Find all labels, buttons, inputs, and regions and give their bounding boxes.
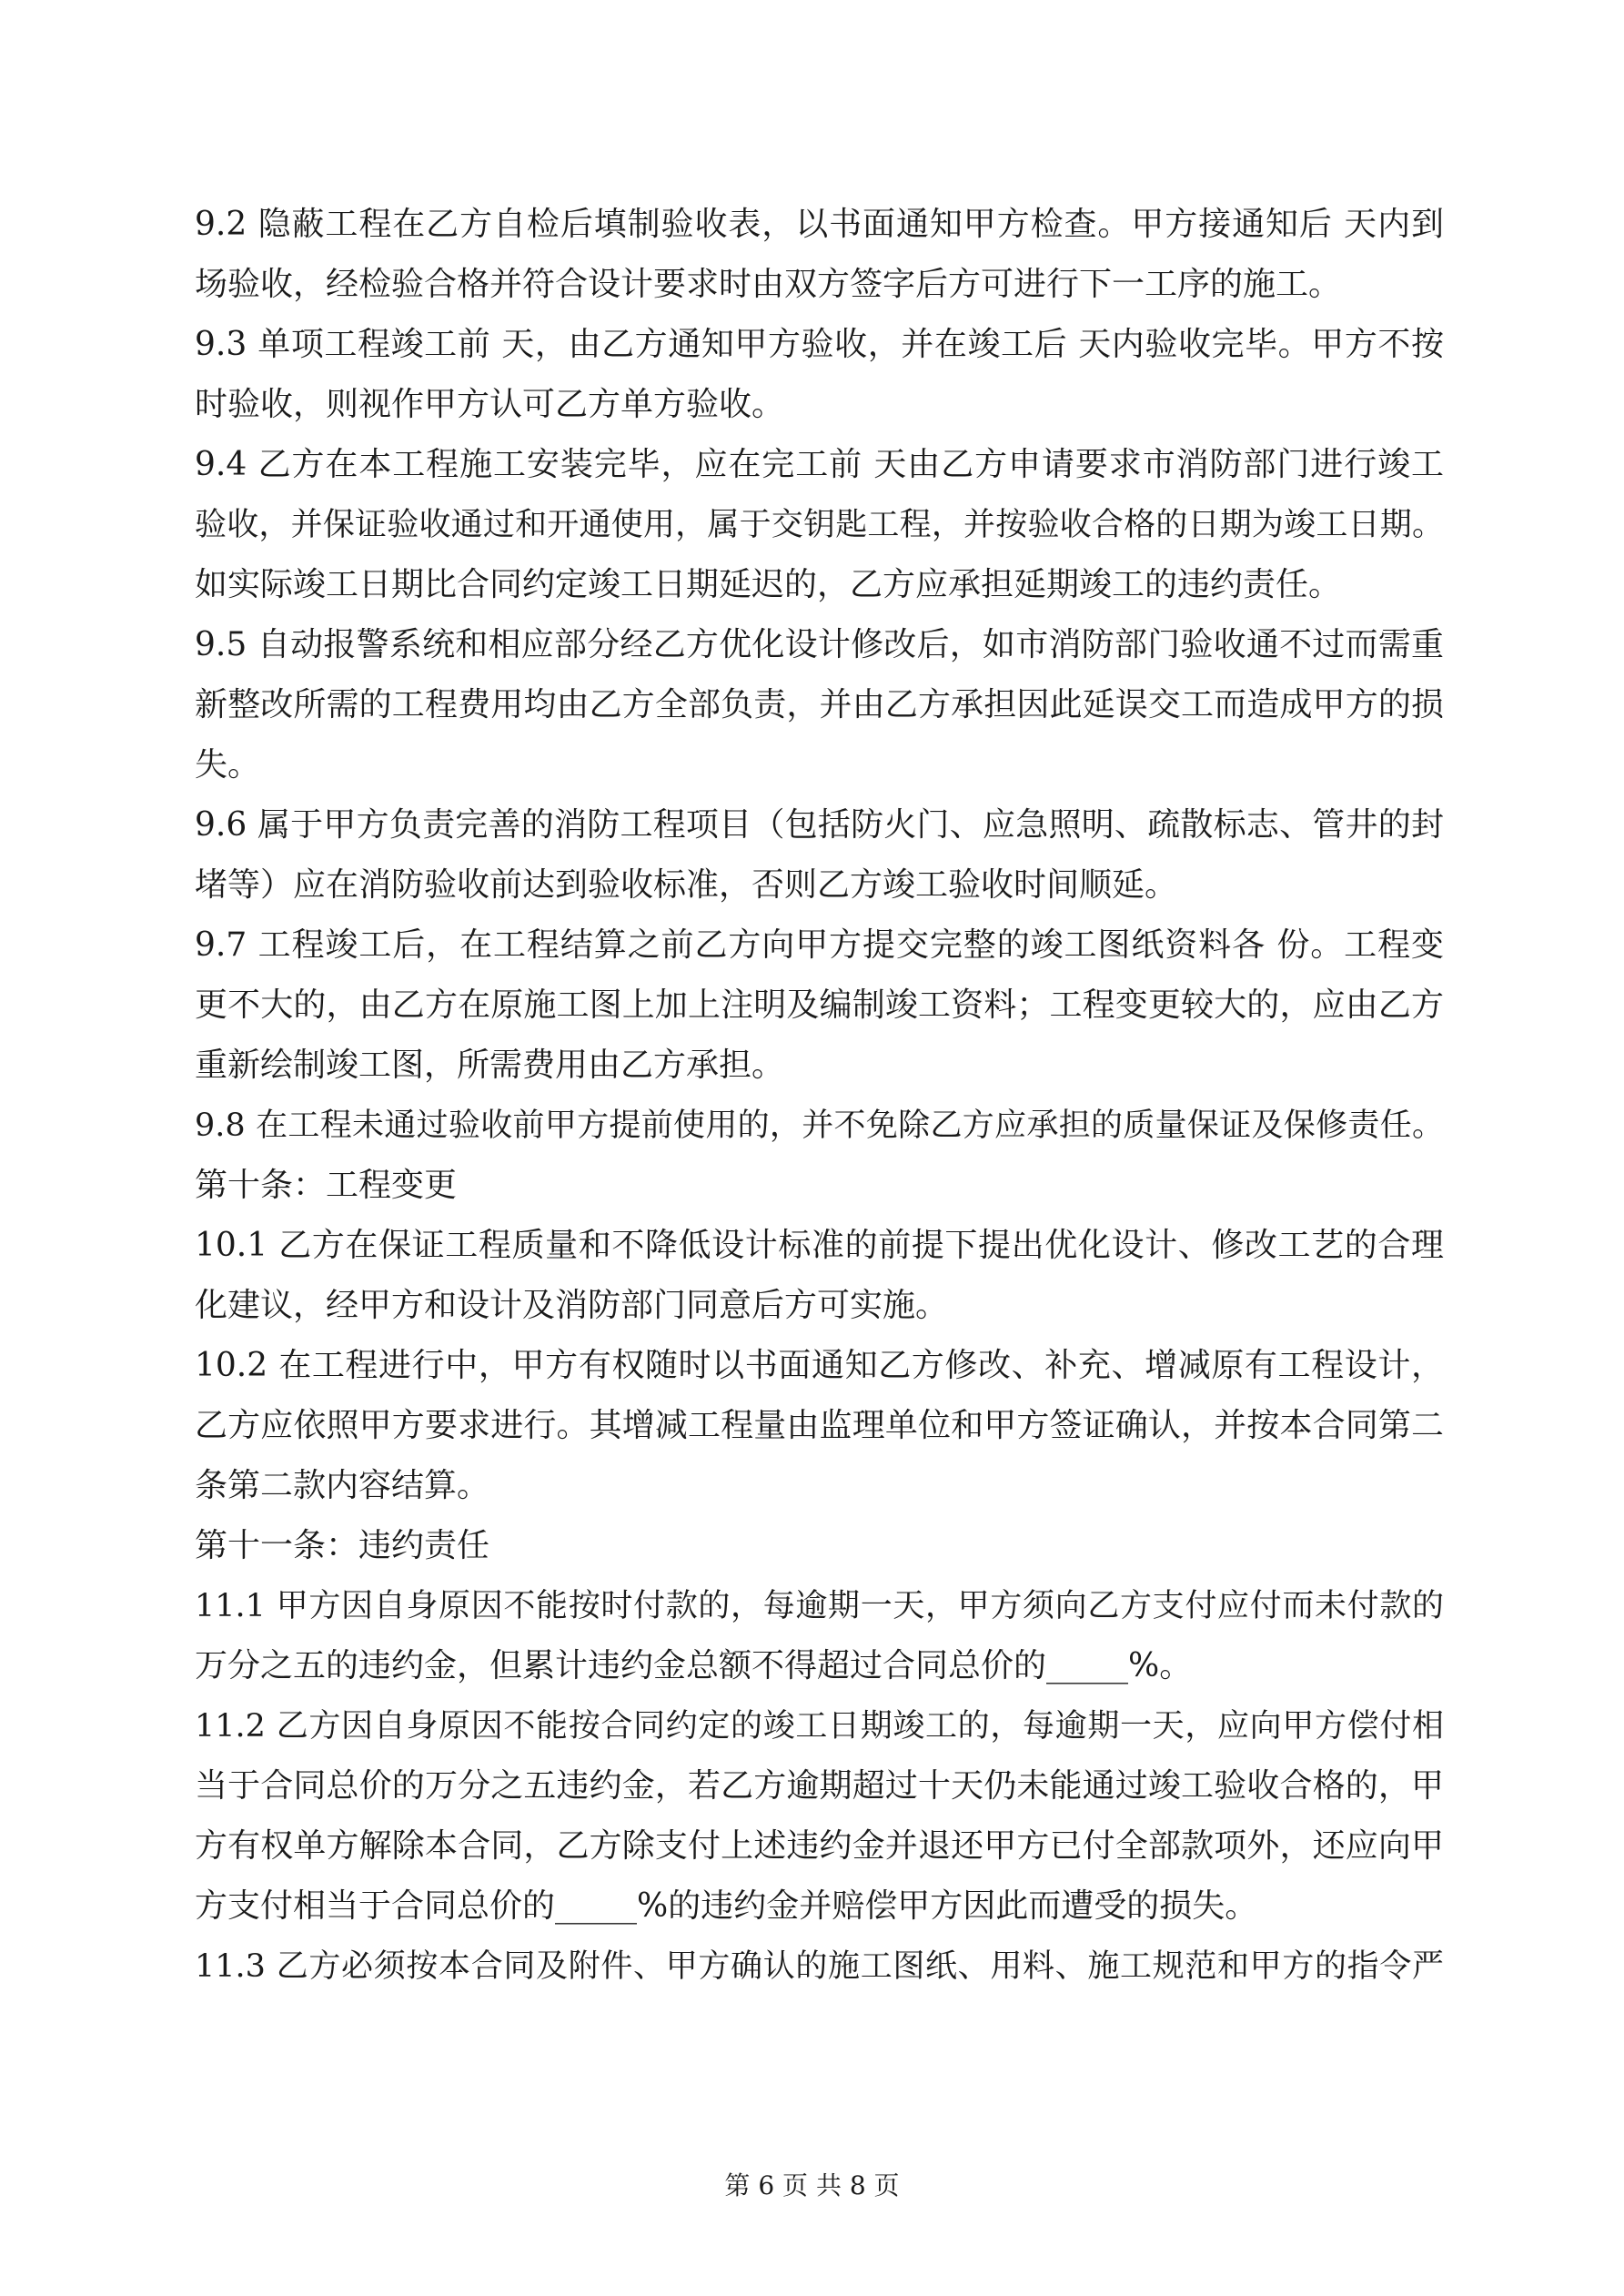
text-line: 10.1 乙方在保证工程质量和不降低设计标准的前提下提出优化设计、修改工艺的合理 bbox=[195, 1227, 1444, 1264]
text-line: 9.8 在工程未通过验收前甲方提前使用的，并不免除乙方应承担的质量保证及保修责任。 bbox=[195, 1108, 1444, 1144]
text-line: 方支付相当于合同总价的_____%的违约金并赔偿甲方因此而遭受的损失。 bbox=[195, 1887, 1258, 1925]
text-line: 验收，并保证验收通过和开通使用，属于交钥匙工程，并按验收合格的日期为竣工日期。 bbox=[195, 507, 1444, 543]
text-line: 9.2 隐蔽工程在乙方自检后填制验收表，以书面通知甲方检查。甲方接通知后 天内到 bbox=[195, 206, 1444, 243]
section-heading: 第十一条：违约责任 bbox=[195, 1527, 490, 1564]
text-line: 11.2 乙方因自身原因不能按合同约定的竣工日期竣工的，每逾期一天，应向甲方偿付相 bbox=[195, 1708, 1444, 1745]
text-line: 场验收，经检验合格并符合设计要求时由双方签字后方可进行下一工序的施工。 bbox=[195, 266, 1342, 303]
text-line: 9.3 单项工程竣工前 天，由乙方通知甲方验收，并在竣工后 天内验收完毕。甲方不按 bbox=[195, 326, 1444, 363]
text-line: 更不大的，由乙方在原施工图上加上注明及编制竣工资料；工程变更较大的，应由乙方 bbox=[195, 986, 1444, 1024]
document-body bbox=[195, 195, 1444, 1997]
text-line: 化建议，经甲方和设计及消防部门同意后方可实施。 bbox=[195, 1287, 949, 1324]
text-line: 9.6 属于甲方负责完善的消防工程项目（包括防火门、应急照明、疏散标志、管井的封 bbox=[195, 806, 1444, 844]
text-line: 新整改所需的工程费用均由乙方全部负责，并由乙方承担因此延误交工而造成甲方的损 bbox=[195, 686, 1444, 723]
text-line: 9.7 工程竣工后，在工程结算之前乙方向甲方提交完整的竣工图纸资料各 份。工程变 bbox=[195, 926, 1444, 964]
text-line: 如实际竣工日期比合同约定竣工日期延迟的，乙方应承担延期竣工的违约责任。 bbox=[195, 566, 1342, 603]
text-line: 10.2 在工程进行中，甲方有权随时以书面通知乙方修改、补充、增减原有工程设计， bbox=[195, 1347, 1444, 1384]
text-line: 方有权单方解除本合同，乙方除支付上述违约金并退还甲方已付全部款项外，还应向甲 bbox=[195, 1827, 1444, 1865]
text-line: 条第二款内容结算。 bbox=[195, 1467, 490, 1504]
text-line: 万分之五的违约金，但累计违约金总额不得超过合同总价的_____%。 bbox=[195, 1647, 1193, 1684]
text-line: 当于合同总价的万分之五违约金，若乙方逾期超过十天仍未能通过竣工验收合格的，甲 bbox=[195, 1767, 1444, 1805]
text-line: 9.5 自动报警系统和相应部分经乙方优化设计修改后，如市消防部门验收通不过而需重 bbox=[195, 626, 1444, 663]
page-number-footer: 第 6 页 共 8 页 bbox=[724, 2170, 900, 2200]
text-line: 11.1 甲方因自身原因不能按时付款的，每逾期一天，甲方须向乙方支付应付而未付款的 bbox=[195, 1588, 1444, 1624]
text-line: 重新绘制竣工图，所需费用由乙方承担。 bbox=[195, 1047, 785, 1084]
text-line: 堵等）应在消防验收前达到验收标准，否则乙方竣工验收时间顺延。 bbox=[195, 866, 1178, 904]
text-line: 乙方应依照甲方要求进行。其增减工程量由监理单位和甲方签证确认，并按本合同第二 bbox=[195, 1407, 1444, 1444]
text-line: 11.3 乙方必须按本合同及附件、甲方确认的施工图纸、用料、施工规范和甲方的指令严 bbox=[195, 1948, 1444, 1985]
text-line: 9.4 乙方在本工程施工安装完毕，应在完工前 天由乙方申请要求市消防部门进行竣工 bbox=[195, 446, 1444, 483]
text-line: 失。 bbox=[195, 746, 261, 784]
section-heading: 第十条：工程变更 bbox=[195, 1167, 458, 1204]
text-line: 时验收，则视作甲方认可乙方单方验收。 bbox=[195, 386, 785, 423]
